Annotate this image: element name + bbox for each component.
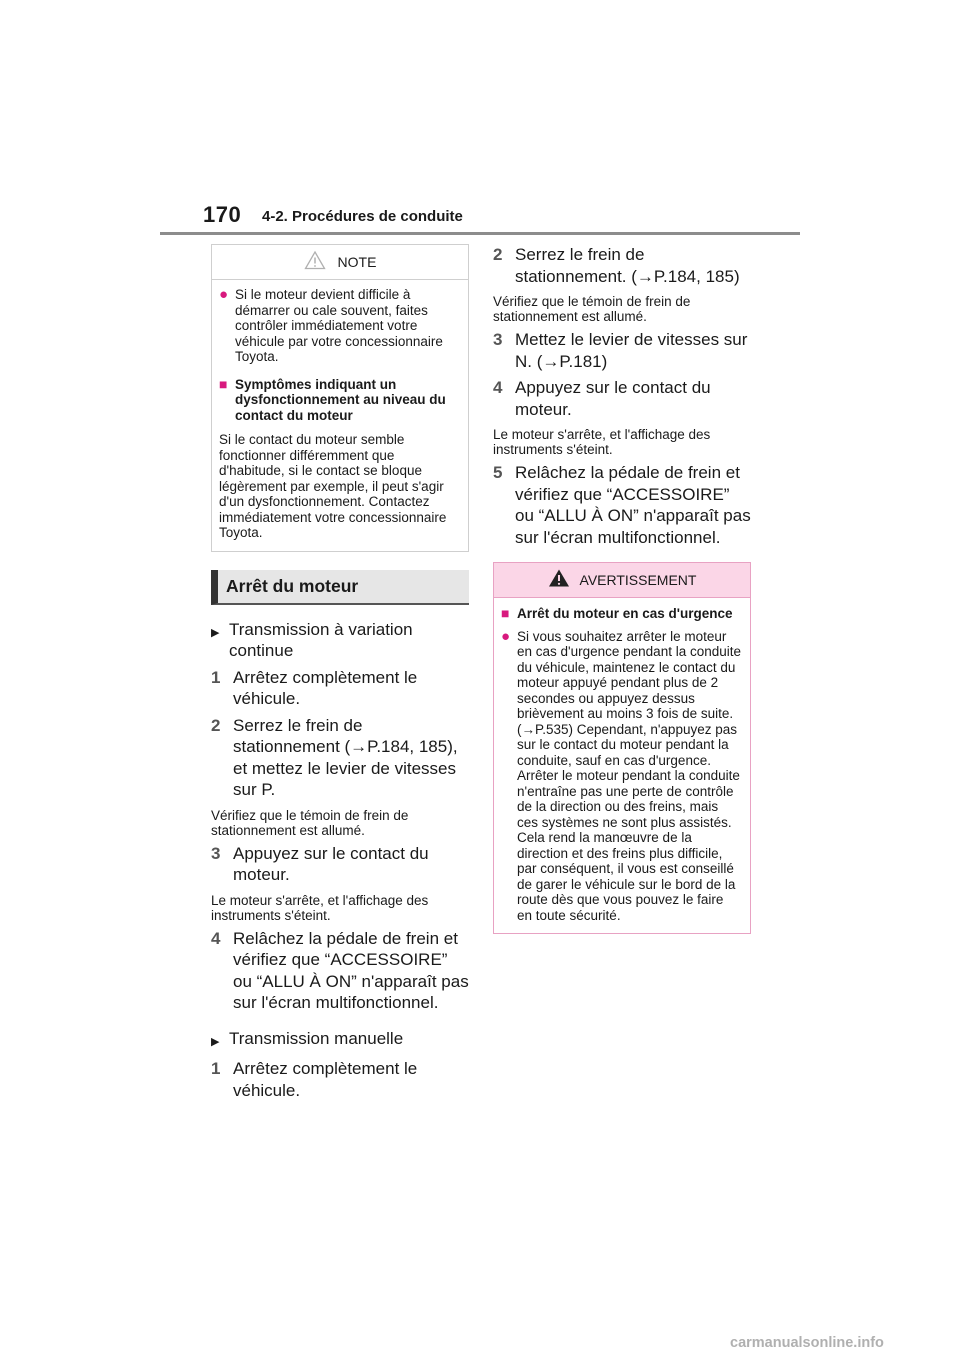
step-number: 2 bbox=[211, 715, 221, 735]
step-text: Relâchez la pédale de frein et vérifiez que “ACCESSOIRE” ou “ALLU À ON” n'apparaît pas sur l'écran multifonctionnel. bbox=[515, 463, 751, 547]
note-bullet bbox=[219, 287, 460, 365]
warning-subtitle-text: Arrêt du moteur en cas d'urgence bbox=[517, 606, 733, 621]
step-number: 4 bbox=[211, 928, 221, 948]
step-item bbox=[211, 1058, 469, 1101]
header-divider bbox=[160, 232, 800, 235]
step-item bbox=[211, 667, 469, 710]
step-number: 3 bbox=[493, 330, 503, 349]
step-text: Serrez le frein de stationnement. (→P.184, 185) bbox=[515, 245, 740, 286]
step-item bbox=[211, 715, 469, 801]
step-number: 1 bbox=[211, 1059, 221, 1078]
step-number: 4 bbox=[493, 378, 503, 397]
step-text: Arrêtez complètement le véhicule. bbox=[233, 667, 418, 708]
note-header bbox=[212, 245, 468, 280]
step-text: Appuyez sur le contact du moteur. bbox=[233, 843, 429, 884]
step-text: Mettez le levier de vitesses sur N. (→P.181) bbox=[515, 330, 748, 371]
step-item bbox=[211, 843, 469, 886]
step-item bbox=[211, 928, 469, 1014]
cvt-label-text: Transmission à variation continue bbox=[229, 619, 413, 660]
step-note: Vérifiez que le témoin de frein de stationnement est allumé. bbox=[493, 294, 691, 324]
left-column bbox=[211, 244, 469, 1101]
step-number: 5 bbox=[493, 463, 503, 482]
warning-title: AVERTISSEMENT bbox=[579, 572, 697, 588]
square-bullet-icon: ■ bbox=[219, 375, 228, 392]
manual-label bbox=[211, 1028, 469, 1054]
step-number: 3 bbox=[211, 843, 221, 863]
warning-box bbox=[493, 562, 751, 934]
step-text: Arrêtez complètement le véhicule. bbox=[233, 1059, 418, 1100]
step-text: Appuyez sur le contact du moteur. bbox=[515, 378, 711, 419]
bullet-dot-icon: ● bbox=[219, 286, 229, 303]
step-number: 1 bbox=[211, 667, 221, 687]
step-note: Vérifiez que le témoin de frein de stationnement est allumé. bbox=[211, 807, 409, 838]
step-item bbox=[493, 329, 751, 372]
watermark: carmanualsonline.info bbox=[730, 1335, 884, 1351]
note-body-text: Si le contact du moteur semble fonctionner différemment que d'habitude, si le contact se bloque légèrement par exemple, il peut s'agir d'un dysfonctionnement. Contactez immédiatement votre concessionnaire Toyota. bbox=[219, 432, 447, 540]
triangle-bullet-icon: ▶ bbox=[211, 626, 220, 639]
square-bullet-icon: ■ bbox=[501, 605, 510, 621]
triangle-bullet-icon: ▶ bbox=[211, 1035, 220, 1048]
note-bullet-text: Si le moteur devient difficile à démarrer ou cale souvent, faites contrôler immédiatement votre véhicule par votre concessionnaire Toyota. bbox=[235, 287, 443, 364]
note-box bbox=[211, 244, 469, 552]
page-number: 170 bbox=[203, 202, 242, 227]
step-note: Le moteur s'arrête, et l'affichage des instruments s'éteint. bbox=[493, 427, 711, 457]
note-subtitle-text: Symptômes indiquant un dysfonctionnement au niveau du contact du moteur bbox=[235, 376, 446, 423]
step-text: Relâchez la pédale de frein et vérifiez que “ACCESSOIRE” ou “ALLU À ON” n'apparaît pas sur l'écran multifonctionnel. bbox=[233, 928, 469, 1012]
manual-label-text: Transmission manuelle bbox=[229, 1028, 404, 1048]
warning-subtitle bbox=[501, 606, 742, 622]
step-item bbox=[493, 244, 751, 287]
note-title: NOTE bbox=[337, 254, 377, 270]
step-text: Serrez le frein de stationnement (→P.184, 185), et mettez le levier de vitesses sur P. bbox=[233, 715, 458, 799]
warning-triangle-icon bbox=[548, 568, 570, 593]
warning-bullet bbox=[501, 629, 742, 924]
warning-header bbox=[494, 563, 750, 598]
step-item bbox=[493, 377, 751, 420]
step-number: 2 bbox=[493, 245, 503, 264]
right-column bbox=[493, 244, 751, 934]
step-note: Le moteur s'arrête, et l'affichage des instruments s'éteint. bbox=[211, 892, 429, 923]
bullet-dot-icon: ● bbox=[501, 627, 511, 645]
cvt-label bbox=[211, 619, 469, 662]
caution-triangle-icon bbox=[304, 250, 326, 275]
section-title: 4-2. Procédures de conduite bbox=[262, 208, 463, 225]
note-subtitle bbox=[219, 377, 460, 424]
warning-body-text: Si vous souhaitez arrêter le moteur en cas d'urgence pendant la conduite du véhicule, maintenez le contact du moteur appuyé pendant plus de 2 secondes ou appuyez dessus brièvement au moins 3 fois de suite. (→P.535) Cependant, n'appuyez pas sur le contact du moteur pendant la conduite, sauf en cas d'urgence. Arrêter le moteur pendant la conduite n'entraîne pas une perte de contrôle de la direction ou des freins, mais ces systèmes ne sont plus assistés. Cela rend la manœuvre de la direction et des freins plus difficile, par conséquent, il vous est conseillé de garer le véhicule sur le bord de la route dès que vous pouvez le faire en toute sécurité. bbox=[517, 628, 741, 923]
step-item bbox=[493, 462, 751, 548]
section-heading: Arrêt du moteur bbox=[211, 570, 469, 605]
